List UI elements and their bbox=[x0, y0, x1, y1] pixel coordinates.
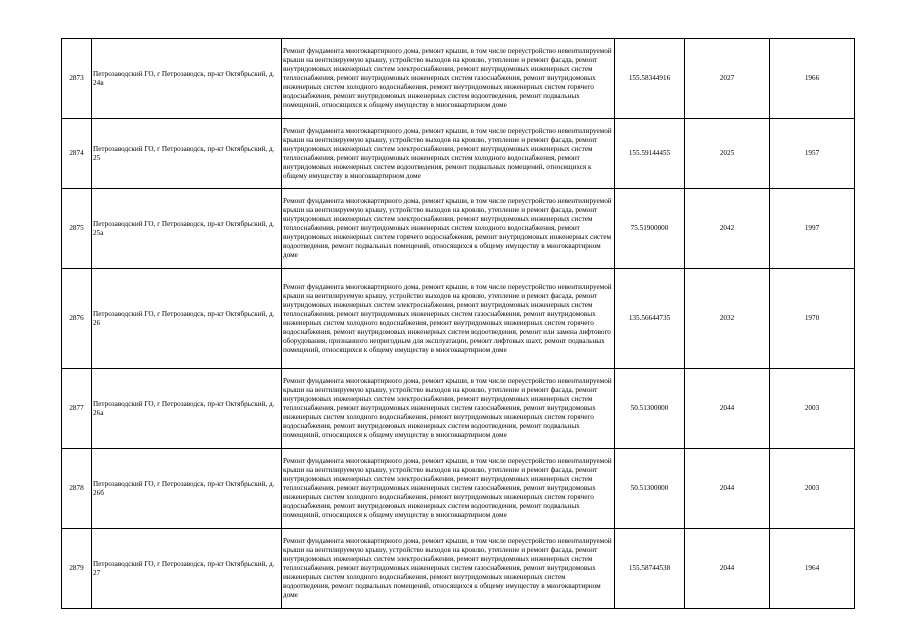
table-row bbox=[62, 449, 855, 529]
repair-works: Ремонт фундамента многоквартирного дома, ремонт крыши, в том числе переустройство невентилируемой крыши на вентилируемую крышу, устройство выходов на кровлю, утепление и ремонт фасада, ремонт внутридомовых инженерных систем электроснабжения, ремонт внутридомовых инженерных систем теплоснабжения, ремонт внутридомовых инженерных систем холодного водоснабжения, ремонт внутридомовых инженерных систем водоотведения, ремонт подвальных помещений, относящихся к общему имуществу в многоквартирном доме bbox=[282, 119, 615, 189]
row-number: 2873 bbox=[62, 39, 92, 119]
repair-works: Ремонт фундамента многоквартирного дома, ремонт крыши, в том числе переустройство невентилируемой крыши на вентилируемую крышу, устройство выходов на кровлю, утепление и ремонт фасада, ремонт внутридомовых инженерных систем электроснабжения, ремонт внутридомовых инженерных систем теплоснабжения, ремонт внутридомовых инженерных систем газоснабжения, ремонт внутридомовых инженерных систем холодного водоснабжения, ремонт внутридомовых инженерных систем водоотведения, ремонт подвальных помещений, относящихся к общему имуществу в многоквартирном доме bbox=[282, 529, 615, 609]
planned-year: 2044 bbox=[685, 529, 770, 609]
repair-cost: 155.59144455 bbox=[615, 119, 685, 189]
repair-works: Ремонт фундамента многоквартирного дома, ремонт крыши, в том числе переустройство невентилируемой крыши на вентилируемую крышу, устройство выходов на кровлю, утепление и ремонт фасада, ремонт внутридомовых инженерных систем электроснабжения, ремонт внутридомовых инженерных систем теплоснабжения, ремонт внутридомовых инженерных систем газоснабжения, ремонт внутридомовых инженерных систем холодного водоснабжения, ремонт внутридомовых инженерных систем горячего водоснабжения, ремонт внутридомовых инженерных систем водоотведения, ремонт подвальных помещений, относящихся к общему имуществу в многоквартирном доме bbox=[282, 449, 615, 529]
construction-year: 1964 bbox=[770, 529, 855, 609]
repair-cost: 155.58744538 bbox=[615, 529, 685, 609]
repair-schedule-table bbox=[61, 38, 855, 609]
row-number: 2874 bbox=[62, 119, 92, 189]
table-row bbox=[62, 269, 855, 369]
repair-cost: 155.58344916 bbox=[615, 39, 685, 119]
table-row bbox=[62, 119, 855, 189]
repair-works: Ремонт фундамента многоквартирного дома, ремонт крыши, в том числе переустройство невентилируемой крыши на вентилируемую крышу, устройство выходов на кровлю, утепление и ремонт фасада, ремонт внутридомовых инженерных систем электроснабжения, ремонт внутридомовых инженерных систем теплоснабжения, ремонт внутридомовых инженерных систем газоснабжения, ремонт внутридомовых инженерных систем холодного водоснабжения, ремонт внутридомовых инженерных систем горячего водоснабжения, ремонт внутридомовых инженерных систем водоотведения, ремонт или замена лифтового оборудования, признанного непригодным для эксплуатации, ремонт лифтовых шахт, ремонт подвальных помещений, относящихся к общему имуществу в многоквартирном доме bbox=[282, 269, 615, 369]
construction-year: 1970 bbox=[770, 269, 855, 369]
table-row bbox=[62, 39, 855, 119]
planned-year: 2042 bbox=[685, 189, 770, 269]
row-number: 2878 bbox=[62, 449, 92, 529]
repair-works: Ремонт фундамента многоквартирного дома, ремонт крыши, в том числе переустройство невентилируемой крыши на вентилируемую крышу, устройство выходов на кровлю, утепление и ремонт фасада, ремонт внутридомовых инженерных систем электроснабжения, ремонт внутридомовых инженерных систем теплоснабжения, ремонт внутридомовых инженерных систем газоснабжения, ремонт внутридомовых инженерных систем холодного водоснабжения, ремонт внутридомовых инженерных систем горячего водоснабжения, ремонт внутридомовых инженерных систем водоотведения, ремонт подвальных помещений, относящихся к общему имуществу в многоквартирном доме bbox=[282, 369, 615, 449]
table-row bbox=[62, 369, 855, 449]
repair-cost: 50.51300000 bbox=[615, 369, 685, 449]
row-number: 2875 bbox=[62, 189, 92, 269]
planned-year: 2044 bbox=[685, 449, 770, 529]
repair-cost: 75.51900000 bbox=[615, 189, 685, 269]
repair-works: Ремонт фундамента многоквартирного дома, ремонт крыши, в том числе переустройство невентилируемой крыши на вентилируемую крышу, устройство выходов на кровлю, утепление и ремонт фасада, ремонт внутридомовых инженерных систем электроснабжения, ремонт внутридомовых инженерных систем теплоснабжения, ремонт внутридомовых инженерных систем холодного водоснабжения, ремонт внутридомовых инженерных систем горячего водоснабжения, ремонт внутридомовых инженерных систем водоотведения, ремонт подвальных помещений, относящихся к общему имуществу в многоквартирном доме bbox=[282, 189, 615, 269]
repair-cost: 135.56644735 bbox=[615, 269, 685, 369]
building-address: Петрозаводский ГО, г Петрозаводск, пр-кт Октябрьский, д. 25 bbox=[92, 119, 282, 189]
planned-year: 2027 bbox=[685, 39, 770, 119]
building-address: Петрозаводский ГО, г Петрозаводск, пр-кт Октябрьский, д. 26а bbox=[92, 369, 282, 449]
building-address: Петрозаводский ГО, г Петрозаводск, пр-кт Октябрьский, д. 27 bbox=[92, 529, 282, 609]
document-page bbox=[61, 38, 854, 609]
table-row bbox=[62, 189, 855, 269]
table-row bbox=[62, 529, 855, 609]
repair-works: Ремонт фундамента многоквартирного дома, ремонт крыши, в том числе переустройство невентилируемой крыши на вентилируемую крышу, устройство выходов на кровлю, утепление и ремонт фасада, ремонт внутридомовых инженерных систем электроснабжения, ремонт внутридомовых инженерных систем теплоснабжения, ремонт внутридомовых инженерных систем газоснабжения, ремонт внутридомовых инженерных систем холодного водоснабжения, ремонт внутридомовых инженерных систем горячего водоснабжения, ремонт внутридомовых инженерных систем водоотведения, ремонт подвальных помещений, относящихся к общему имуществу в многоквартирном доме bbox=[282, 39, 615, 119]
row-number: 2879 bbox=[62, 529, 92, 609]
construction-year: 1997 bbox=[770, 189, 855, 269]
planned-year: 2044 bbox=[685, 369, 770, 449]
construction-year: 2003 bbox=[770, 449, 855, 529]
row-number: 2876 bbox=[62, 269, 92, 369]
building-address: Петрозаводский ГО, г Петрозаводск, пр-кт Октябрьский, д. 25а bbox=[92, 189, 282, 269]
row-number: 2877 bbox=[62, 369, 92, 449]
planned-year: 2025 bbox=[685, 119, 770, 189]
construction-year: 1966 bbox=[770, 39, 855, 119]
building-address: Петрозаводский ГО, г Петрозаводск, пр-кт Октябрьский, д. 26 bbox=[92, 269, 282, 369]
building-address: Петрозаводский ГО, г Петрозаводск, пр-кт Октябрьский, д. 24в bbox=[92, 39, 282, 119]
repair-cost: 50.51300000 bbox=[615, 449, 685, 529]
building-address: Петрозаводский ГО, г Петрозаводск, пр-кт Октябрьский, д. 26б bbox=[92, 449, 282, 529]
planned-year: 2032 bbox=[685, 269, 770, 369]
construction-year: 2003 bbox=[770, 369, 855, 449]
construction-year: 1957 bbox=[770, 119, 855, 189]
